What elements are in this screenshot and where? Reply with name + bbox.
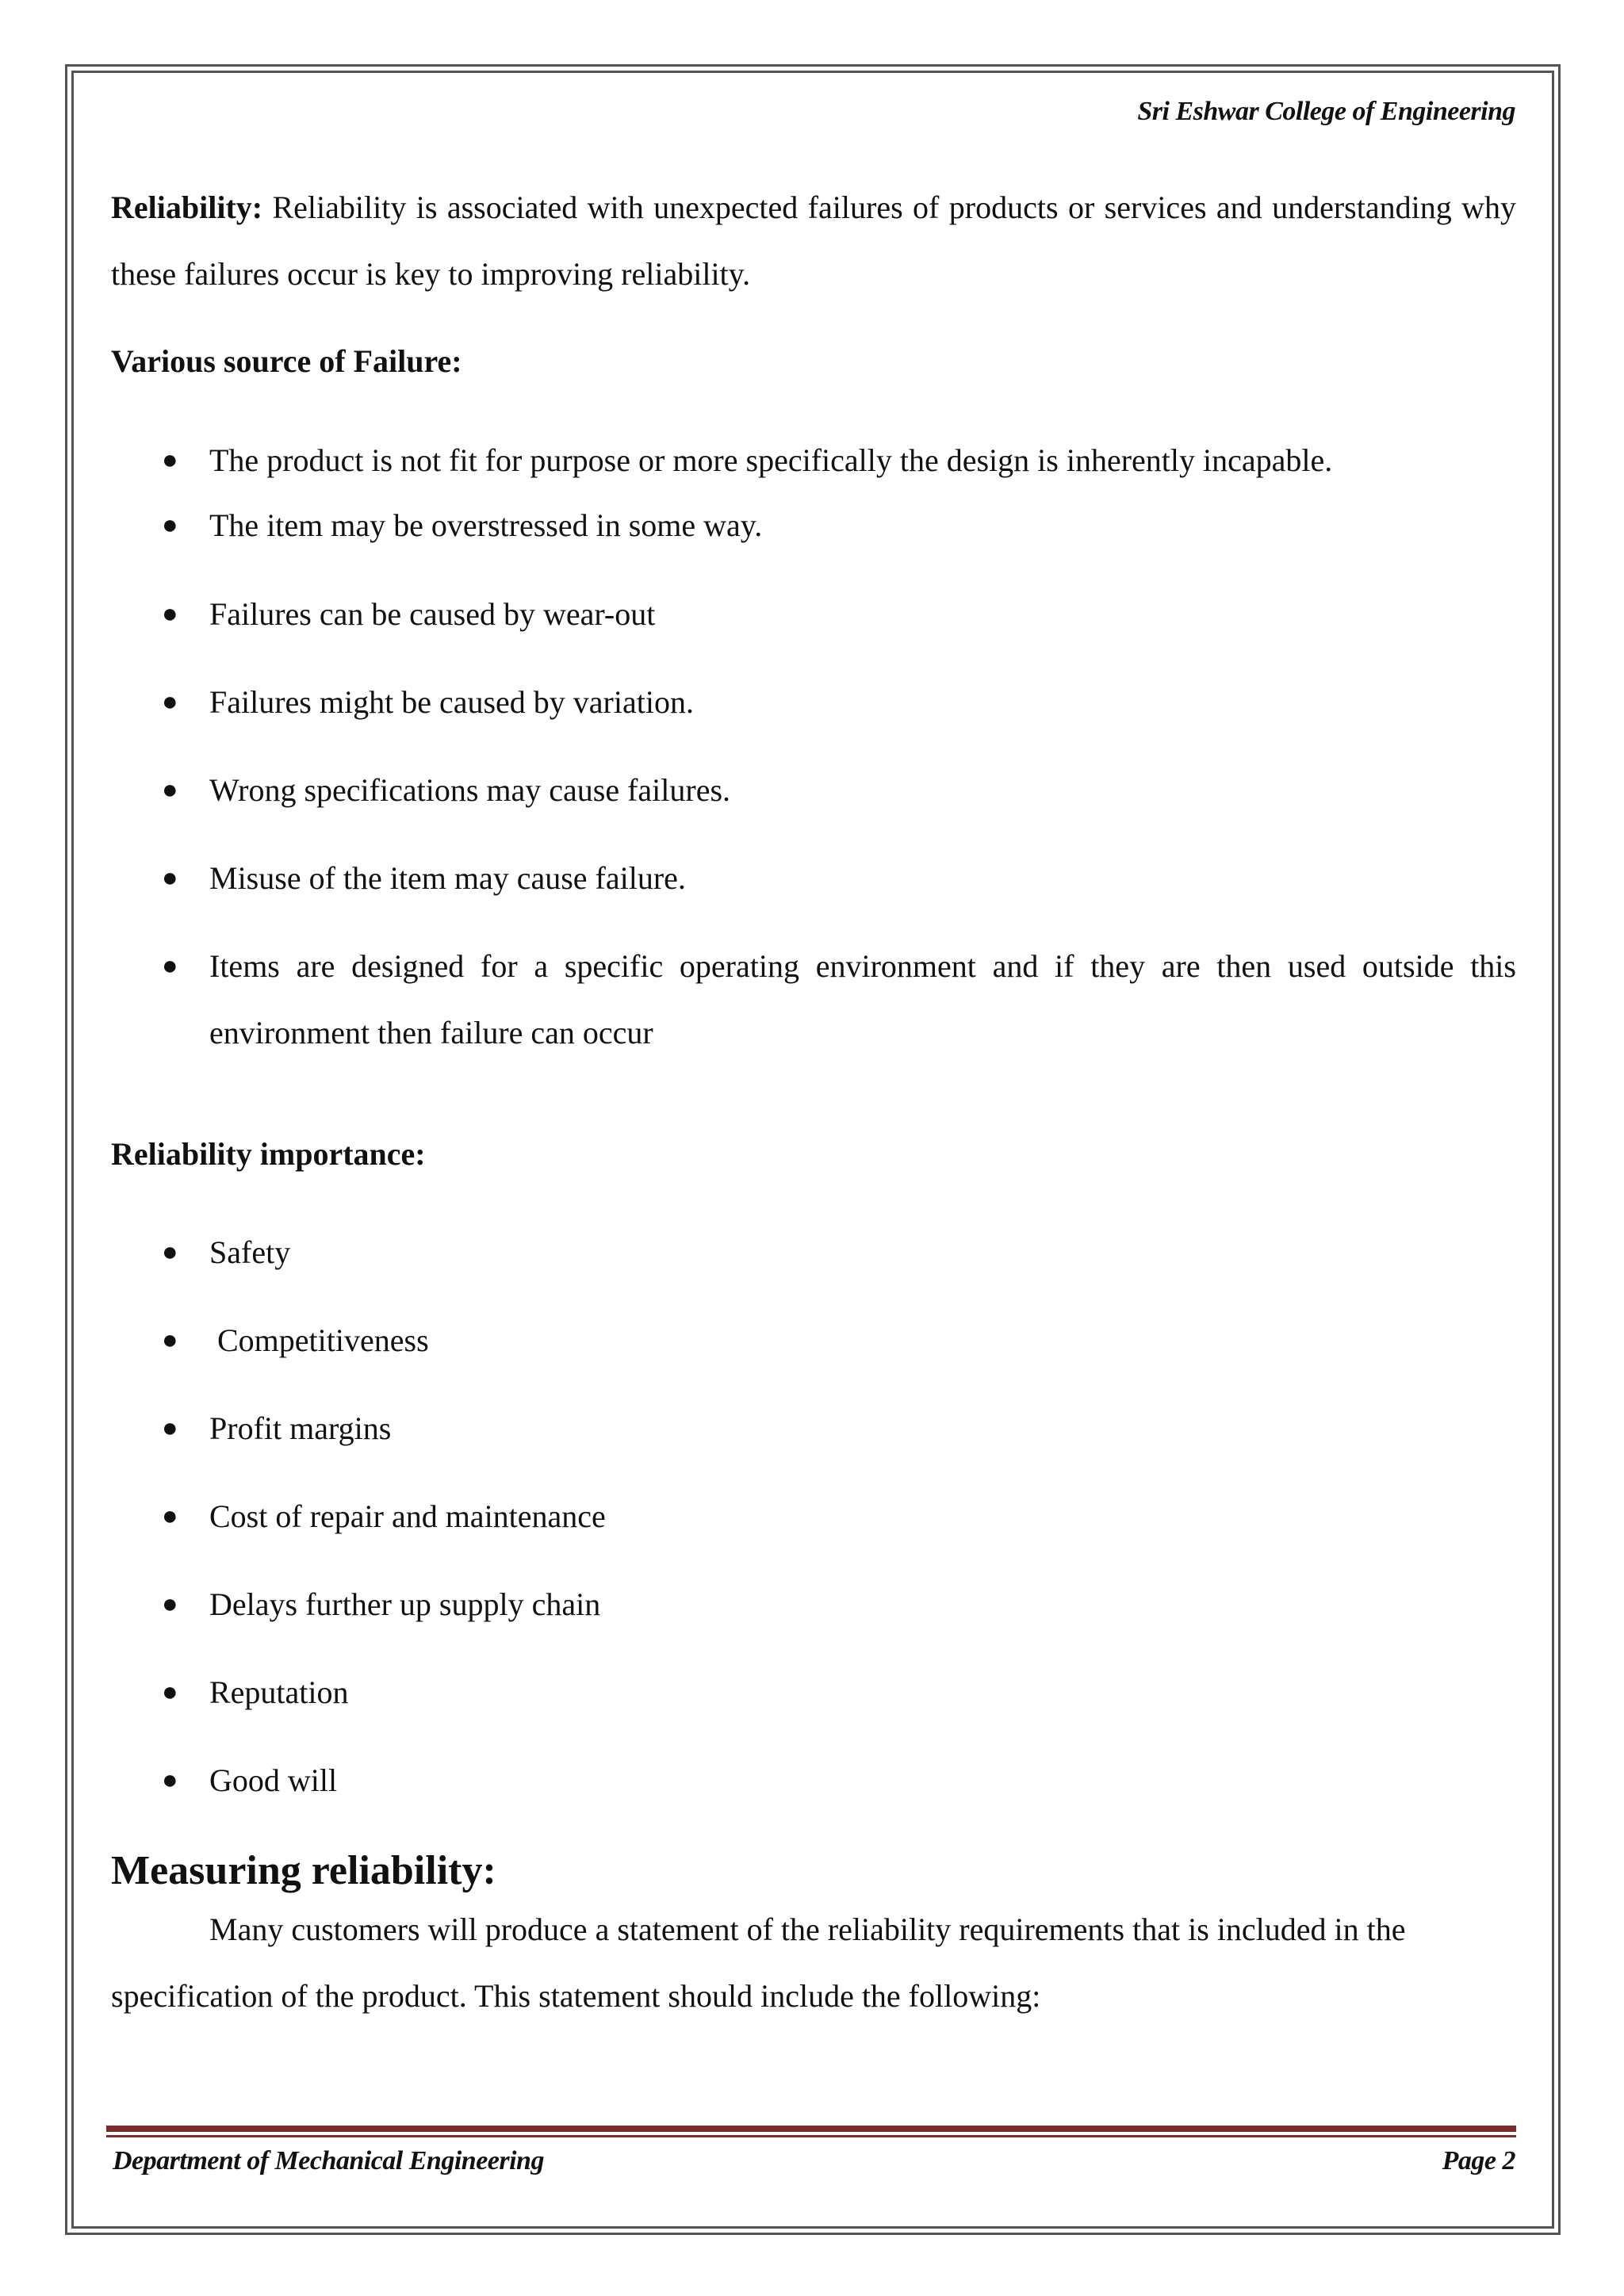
importance-list [111,1219,1516,1814]
bullet-icon: ● [162,1590,178,1619]
list-item: ● Profit margins [111,1395,1516,1462]
measuring-heading: Measuring reliability: [111,1848,496,1893]
failure-sources-heading: Various source of Failure: [111,343,462,379]
bullet-icon: ● [162,775,178,805]
list-item: ● Failures can be caused by wear-out [111,581,1516,648]
footer-page-number: Page 2 [1442,2146,1515,2175]
list-item: ● Items are designed for a specific operating environment and if they are then used outside this environment then failure can occur [111,933,1516,1066]
reliability-label: Reliability: [111,189,263,225]
importance-heading: Reliability importance: [111,1136,426,1172]
list-item: ● Failures might be caused by variation. [111,669,1516,736]
list-item: ● Cost of repair and maintenance [111,1483,1516,1550]
list-item: ● Safety [111,1219,1516,1286]
measuring-paragraph: Many customers will produce a statement of the reliability requirements that is included in the specification of the product. This statement should include the following: [111,1911,1406,2014]
bullet-icon: ● [162,1766,178,1795]
header-college-name: Sri Eshwar College of Engineering [1137,97,1515,126]
list-item: ● Wrong specifications may cause failures. [111,757,1516,824]
bullet-icon: ● [162,1502,178,1531]
reliability-paragraph [111,174,1516,308]
list-item: ● Reputation [111,1659,1516,1726]
bullet-icon: ● [162,1326,178,1355]
list-item: ● Good will [111,1747,1516,1814]
footer-department: Department of Mechanical Engineering [113,2146,544,2175]
failure-sources-list [111,427,1516,1066]
bullet-icon: ● [162,687,178,717]
list-item: ● Competitiveness [111,1307,1516,1374]
bullet-icon: ● [162,599,178,629]
reliability-text: Reliability is associated with unexpected failures of products or services and understanding why these failures occur is key to improving reliability. [111,189,1516,292]
bullet-icon: ● [162,951,178,981]
list-item: ● Delays further up supply chain [111,1571,1516,1638]
list-item: ● The product is not fit for purpose or more specifically the design is inherently incapable. [111,427,1516,494]
bullet-icon: ● [162,446,178,475]
bullet-icon: ● [162,511,178,540]
bullet-icon: ● [162,1414,178,1443]
list-item: ● Misuse of the item may cause failure. [111,845,1516,912]
footer-divider [106,2126,1516,2132]
footer-divider-thin [106,2135,1516,2137]
bullet-icon: ● [162,1678,178,1707]
list-item: ● The item may be overstressed in some way. [111,492,1516,559]
bullet-icon: ● [162,1238,178,1267]
bullet-icon: ● [162,863,178,893]
